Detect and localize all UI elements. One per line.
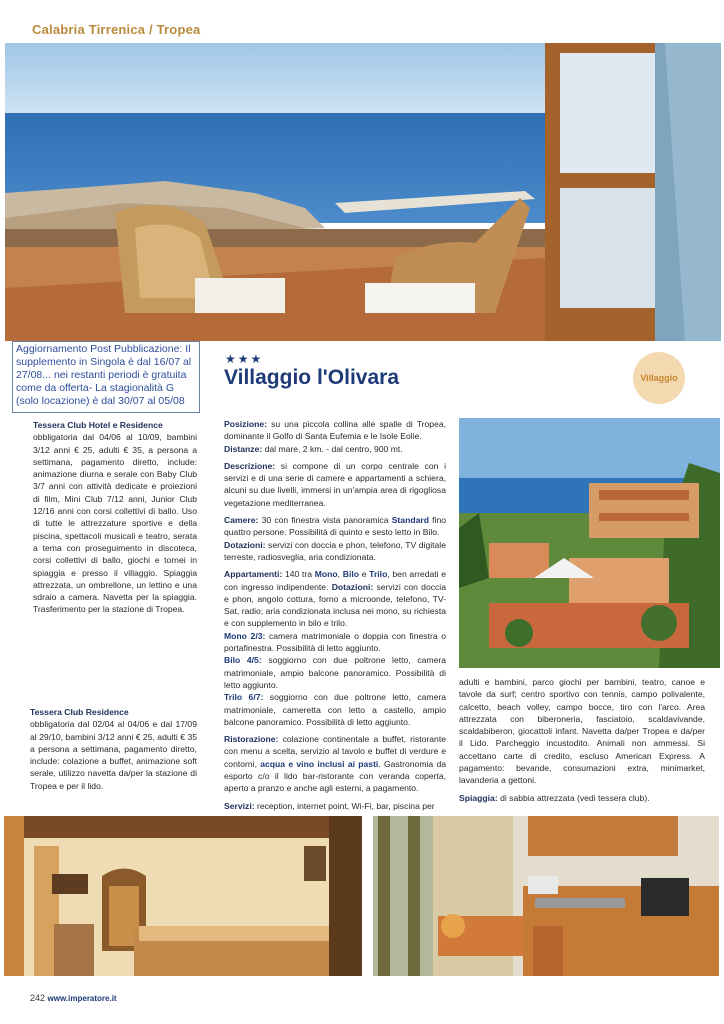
app-dotazioni-label: Dotazioni: xyxy=(331,581,374,592)
spiaggia-label: Spiaggia: xyxy=(459,792,498,803)
appartamenti-mono: Mono xyxy=(314,569,338,580)
services-column xyxy=(459,676,705,809)
mono-label: Mono 2/3: xyxy=(224,630,266,641)
club-residence-text: obbligatoria dal 02/04 al 04/06 e dal 17/09 al 29/10, bambini 3/12 anni € 25, adulti € 35 a persona a settimana, pagamento diretto, include: colazione a buffet, animazione soft serale, utilizzo navetta da/per la stazione di Tropea e per il lido. xyxy=(30,719,197,791)
ristorazione-paragraph xyxy=(224,733,446,794)
club-residence-title: Tessera Club Residence xyxy=(30,707,129,717)
description-column xyxy=(224,418,446,817)
appartamenti-e: e xyxy=(361,569,367,580)
trilo-text: soggiorno con due poltrone letto, camera matrimoniale, cameretta con letto a castello, ampio balcone panoramico. Possibilità di letto aggiunto. xyxy=(224,692,447,727)
category-badge-label: Villaggio xyxy=(640,373,678,383)
spiaggia-text: di sabbia attrezzata (vedi tessera club). xyxy=(500,792,650,803)
dotazioni-text: servizi con doccia e phon, telefono, TV digitale terreste, radiosveglia, aria condizionata. xyxy=(224,539,446,562)
camere-paragraph xyxy=(224,514,446,563)
category-badge xyxy=(633,352,685,404)
website-link[interactable]: www.imperatore.it xyxy=(47,994,117,1003)
appartamenti-trilo: Trilo xyxy=(369,569,388,580)
descrizione-label: Descrizione: xyxy=(224,460,276,471)
app-dotazioni-text: servizi con doccia e phon, angolo cottura, forno a microonde, telefono, TV-Sat, radio; aria condizionata inclusa nei mono, su richiesta e con supplemento in bilo e trilo. xyxy=(224,581,446,629)
ristorazione-text-c: . Gastronomia da esporto c/o il lido bar-ristorante con veranda coperta, aperto a pranzo e anche agli esterni, a pagamento. xyxy=(224,758,447,794)
trilo-label: Trilo 6/7: xyxy=(224,692,264,703)
ristorazione-label: Ristorazione: xyxy=(224,734,279,745)
servizi-label: Servizi: xyxy=(224,800,255,811)
services-paragraph: adulti e bambini, parco giochi per bambini, teatro, canoe e tavole da surf; centro sportivo con tennis, campo polivalente, calcetto, beach volley, campo bocce, tiro con l'arco. Area attrezzata con biberoneria, fasciatoio, scaldavivande, scaldabiberon, giocattoli infant. Navetta da/per Tropea e da/per il Lido. Parcheggio incustodito. Animali non ammessi. Si accettano carte di credito, escluso American Express. A pagamento: bevande, consumazioni extra, minimarket, lavanderia a gettoni. xyxy=(459,677,705,786)
distanze-label: Distanze: xyxy=(224,443,263,454)
bilo-text: soggiorno con due poltrone letto, camera matrimoniale, ampio balcone panoramico. Possibilità di letto aggiunto. xyxy=(224,655,446,690)
hotel-title: Villaggio l'Olivara xyxy=(224,366,400,389)
page-number: 242 xyxy=(30,993,46,1003)
bedroom-photo xyxy=(4,816,362,976)
appartamenti-comma: , xyxy=(337,569,341,580)
mono-text: camera matrimoniale o doppia con finestra o portafinestra. Possibilità di letto aggiunto. xyxy=(224,630,447,654)
club-hotel-text: obbligatoria dal 04/06 al 10/09, bambini 3/12 anni € 25, adulti € 35, a persona a settimana, pagamento diretto, include: animazione diurna e serale con Baby Club 3/7 anni con attività dedicate e proiezioni di film, Mini Club 7/12 anni, Junior Club 12/16 anni con corsi collettivi di ballo. Uso di tutte le attrezzature sportive e della piscina, spettacoli musicali e teatro, serata a tema con proseguimento in discoteca, corsi collettivi di ballo, giochi e tornei in spiaggia e presso il villaggio. Spiaggia attrezzata, un ombrellone, un lettino e una sdraio a camera. Navetta per la spiaggia. Trasferimento per la stazione di Tropea. xyxy=(33,432,197,615)
posizione-text: su una piccola collina alle spalle di Tropea, dominante il Golfo di Santa Eufemia e le Isole Eolie. xyxy=(224,419,447,442)
camere-text-a: 30 con finestra vista panoramica xyxy=(261,515,389,526)
page-footer xyxy=(30,993,117,1003)
spiaggia-paragraph xyxy=(459,792,705,804)
servizi-text: reception, internet point, Wi-Fi, bar, piscina per xyxy=(256,800,435,811)
distanze-text: dal mare, 2 km. - dal centro, 900 mt. xyxy=(264,443,403,454)
camere-text-b: fino quattro persone. Possibilità di quinto e sesto letto in Bilo. xyxy=(224,515,446,538)
club-residence-block xyxy=(30,706,197,792)
appartamenti-text-a: 140 tra xyxy=(284,569,313,580)
dotazioni-label: Dotazioni: xyxy=(224,539,266,550)
posizione-paragraph xyxy=(224,418,446,455)
camere-standard: Standard xyxy=(391,515,429,526)
ristorazione-highlight: acqua e vino inclusi ai pasti xyxy=(260,758,379,769)
bilo-label: Bilo 4/5: xyxy=(224,655,262,666)
appartamenti-label: Appartamenti: xyxy=(224,569,283,580)
club-hotel-block xyxy=(33,419,197,616)
ristorazione-text-a: colazione continentale a buffet, ristorante con menu a scelta, servizio al tavolo e buffet di verdure e contorni, xyxy=(224,734,447,769)
post-publication-notice: Aggiornamento Post Pubblicazione: Il supplemento in Singola è dal 16/07 al 27/08... nei restanti periodi è gratuita come da offerta- La stagionalità G (solo locazione) è dal 30/07 al 05/08 xyxy=(12,341,200,413)
camere-label: Camere: xyxy=(224,515,259,526)
descrizione-text: si compone di un corpo centrale con i servizi e di una serie di camere e appartamenti a schiera, alcuni su due livelli, immersi in un'ampia area di rigogliosa vegetazione mediterranea. xyxy=(224,460,446,508)
club-hotel-title: Tessera Club Hotel e Residence xyxy=(33,420,163,430)
descrizione-paragraph xyxy=(224,460,446,509)
appartamenti-paragraph xyxy=(224,568,446,728)
appartamenti-bilo: Bilo xyxy=(342,569,359,580)
kitchen-photo xyxy=(373,816,719,976)
top-photo xyxy=(5,43,721,341)
rating-stars: ★★★ xyxy=(225,352,264,366)
village-photo xyxy=(459,418,720,668)
appartamenti-text-b: , ben arredati e con ingresso indipendente. xyxy=(224,569,447,592)
servizi-paragraph xyxy=(224,800,446,812)
posizione-label: Posizione: xyxy=(224,419,267,429)
section-title: Calabria Tirrenica / Tropea xyxy=(32,22,201,37)
